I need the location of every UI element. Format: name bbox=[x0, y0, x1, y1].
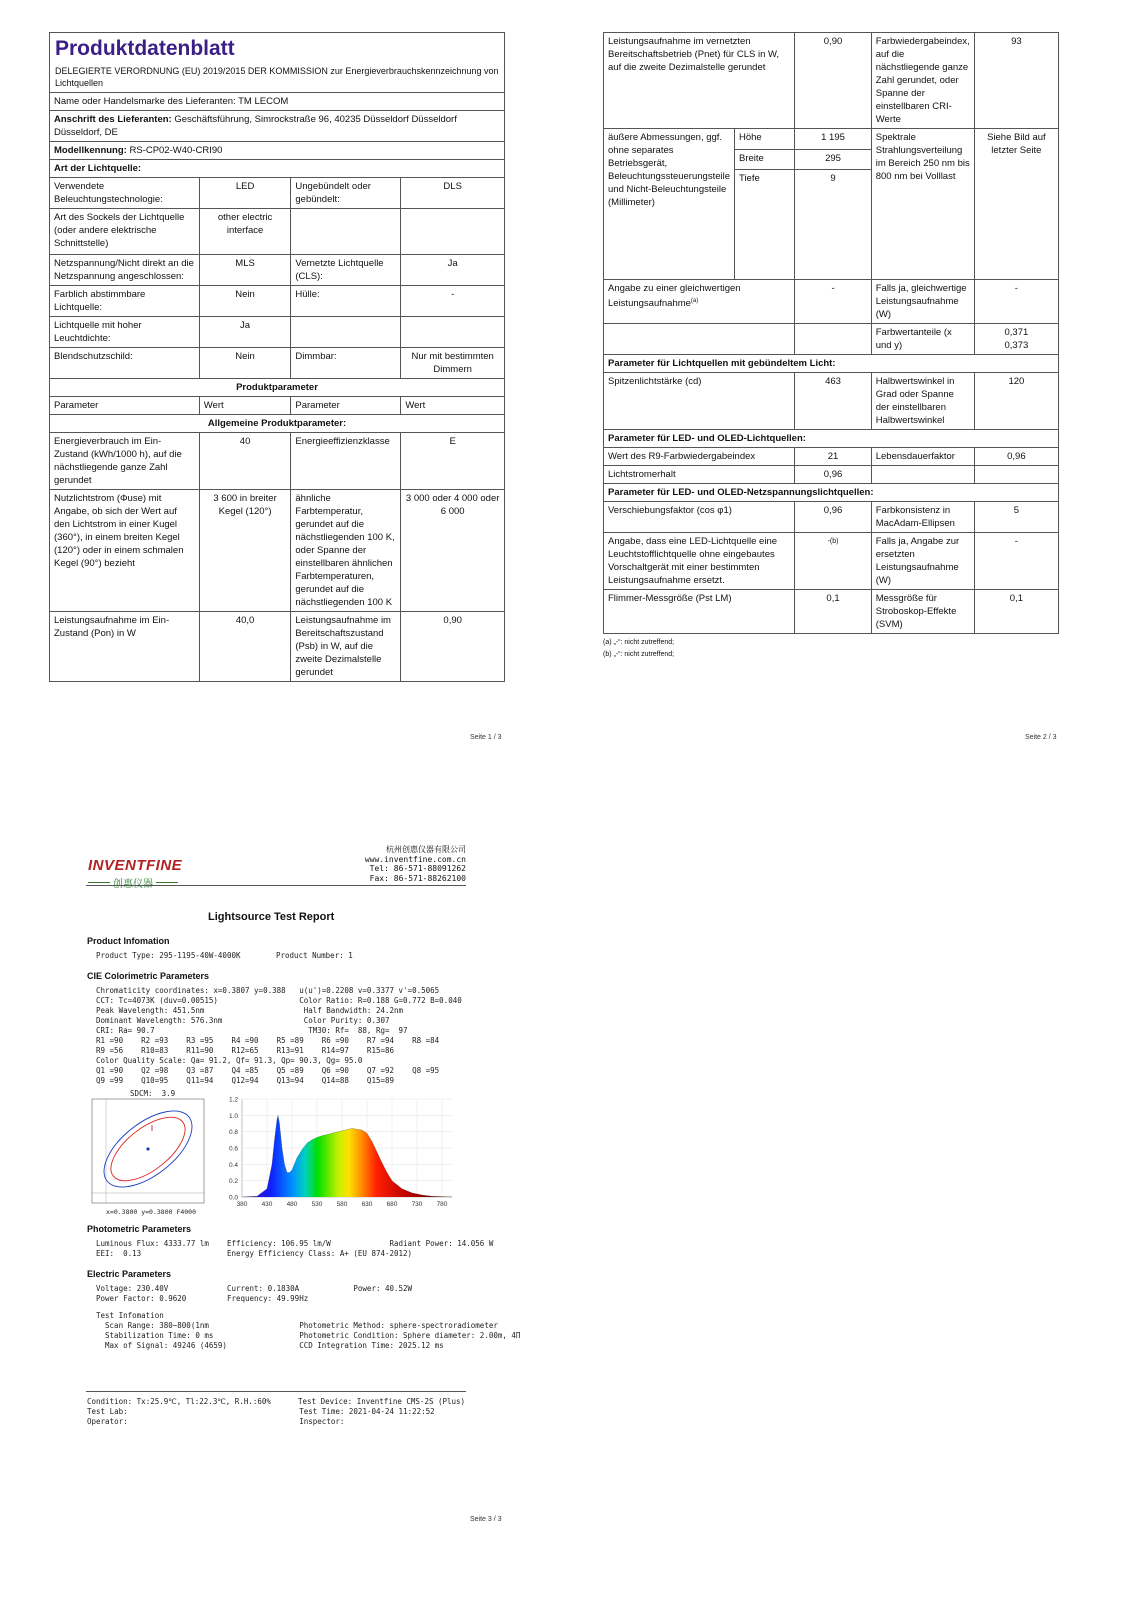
y-tick-label: 0.2 bbox=[228, 1178, 238, 1186]
table-row: Lichtstromerhalt 0,96 bbox=[604, 466, 1059, 484]
company-contact: 杭州创惠仪器有限公司 www.inventfine.com.cn Tel: 86-571-88091262 Fax: 86-571-88262100 bbox=[364, 845, 466, 883]
table-row: Spitzenlichtstärke (cd) 463 Halbwertswinkel in Grad oder Spanne der einstellbaren Halbwertswinkel 120 bbox=[604, 373, 1059, 430]
y-tick-label: 0.4 bbox=[228, 1161, 238, 1169]
table-row: Angabe zu einer gleichwertigen Leistungsaufnahme$^{(a)}$ - Falls ja, gleichwertige Leistungsaufnahme (W) - bbox=[604, 280, 1059, 324]
table-row: Farbwertanteile (x und y) 0,371 0,373 bbox=[604, 324, 1059, 355]
x-tick-label: 680 bbox=[386, 1201, 398, 1208]
report-title: Lightsource Test Report bbox=[208, 911, 335, 923]
general-heading: Allgemeine Produktparameter: bbox=[50, 415, 505, 433]
spectrum-chart bbox=[216, 1093, 461, 1215]
product-params-heading: Produktparameter bbox=[50, 379, 505, 397]
table-row: Angabe, dass eine LED-Lichtquelle eine Leuchtstofflichtquelle ohne eingebautes Vorschaltgerät mit einer bestimmten Leistungsaufnahme ersetzt. -(b) Falls ja, Angabe zur ersetzten Leistungsaufnahme (W) - bbox=[604, 533, 1059, 590]
spectrum-svg bbox=[216, 1093, 461, 1215]
table-row: Flimmer-Messgröße (Pst LM) 0,1 Messgröße für Stroboskop-Effekte (SVM) 0,1 bbox=[604, 590, 1059, 634]
table-row: Farblich abstimmbare Lichtquelle: Nein Hülle: - bbox=[50, 286, 505, 317]
table-row: Nutzlichtstrom (Φuse) mit Angabe, ob sich der Wert auf den Lichtstrom in einer Kugel (360°), in einem breiten Kegel (120°) oder in einem schmalen Kegel (90°) bezieht 3 600 in breiter Kegel (120°) ähnliche Farbtemperatur, gerundet auf die nächstliegenden 100 K, oder Spanne der einstellbaren ähnlichen Farbtemperaturen, gerundet auf die nächstliegenden 100 K 3 000 oder 4 000 oder 6 000 bbox=[50, 490, 505, 612]
table-row: Wert des R9-Farbwiedergabeindex 21 Lebensdauerfaktor 0,96 bbox=[604, 448, 1059, 466]
table-row: Leistungsaufnahme im vernetzten Bereitschaftsbetrieb (Pnet) für CLS in W, auf die zweite Dezimalstelle gerundet 0,90 Farbwiedergabeindex, auf die nächstliegende ganze Zahl gerundet, oder Spanne der einstellbaren CRI-Werte 93 bbox=[604, 33, 1059, 129]
page-number: Seite 3 / 3 bbox=[470, 1516, 502, 1523]
table-row: Verschiebungsfaktor (cos φ1) 0,96 Farbkonsistenz in MacAdam-Ellipsen 5 bbox=[604, 502, 1059, 533]
table-row: Art des Sockels der Lichtquelle (oder andere elektrische Schnittstelle) other electric interface bbox=[50, 209, 505, 255]
table-row: äußere Abmessungen, ggf. ohne separates Betriebsgerät, Beleuchtungssteuerungsteile und Nicht-Beleuchtungsteile (Millimeter) Höhe 1 195 Spektrale Strahlungsverteilung im Bereich 250 nm bis 800 nm bei Volllast Siehe Bild auf letzter Seite bbox=[604, 129, 1059, 150]
page-3: INVENTFINE 杭州创惠仪器有限公司 www.inventfine.com.cn Tel: 86-571-88091262 Fax: 86-571-88262100 Lightsource Test Report Product Infomation Product Type: 295-1195-40W-4000K Product Number: 1 CIE Colorimetric Parameters Chromaticity coordinates: x=0.3807 y=0.388 u(u')=0.2208 v=0.3377 v'=0.5065 CCT: Tc=4073K (duv=0.00515) Color Ratio: R=0.188 G=0.772 B=0.040 Peak Wavelength: 451.5nm Half Bandwidth: 24.2nm Dominant Wavelength: 576.3nm Color Purity: 0.307 CRI: Ra= 90.7 TM30: Rf= 88, Rg= 97 R1 =90 R2 =93 R3 =95 R4 =90 R5 =89 R6 =90 R7 =94 R8 =84 R9 =56 R10=83 R11=90 R12=65 R13=91 R14=97 R15=86 Color Quality Scale: Qa= 91.2, Qf= 91.3, Qp= 90.3, Qg= 95.0 Q1 =90 Q2 =98 Q3 =87 Q4 =85 Q5 =89 Q6 =90 Q7 =92 Q8 =95 Q9 =99 Q10=95 Q11=94 Q12=94 Q13=94 Q14=88 Q15=89 SDCM: 3.9 x=0.3800 y=0.3800 F4000 0.0 0.2 0.4 0.6 0.8 1.0 1.2 380 430 480 530 580 630 680 730 780 Photometric Parameters Luminous Flux: 4333.77 lm Efficiency: 106.95 lm/W Radiant Power: 14.056 W EEI: 0.13 Energy Efficiency Class: A+ (EU 874-2012) Electric Parameters Voltage: 230.40V Current: 0.1830A Power: 40.52W Power Factor: 0.9620 Frequency: 49.99Hz Test Infomation Scan Range: 380~800(1nm Photometric Method: sphere-spectroradiometer Stabilization Time: 0 ms Photometric Condition: Sphere diameter: 2.00m, 4Π Max of Signal: 49246 (4659) CCD Integration Time: 2025.12 ms Condition: Tx:25.9℃, Tl:22.3℃, R.H.:60% Test Device: Inventfine CMS-2S (Plus) Test Lab: Test Time: 2021-04-24 11:22:52 Operator: Inspector: bbox=[87, 845, 521, 1426]
page-number: Seite 1 / 3 bbox=[470, 734, 502, 741]
x-tick-label: 530 bbox=[311, 1201, 323, 1208]
y-tick-label: 1.0 bbox=[228, 1112, 238, 1120]
page-title: Produktdatenblatt bbox=[55, 37, 235, 60]
ellipse-svg bbox=[88, 1097, 208, 1205]
footnote-b: (b) „-“: nicht zutreffend; bbox=[603, 651, 675, 658]
inventfine-logo: INVENTFINE bbox=[88, 857, 182, 890]
y-tick-label: 0.6 bbox=[228, 1145, 238, 1153]
spectrum-area bbox=[242, 1115, 452, 1197]
page-2 bbox=[603, 32, 1059, 658]
supplier-value: TM LECOM bbox=[238, 96, 289, 107]
model-value: RS-CP02-W40-CRI90 bbox=[129, 145, 223, 156]
page-1 bbox=[49, 32, 505, 682]
table-row: Energieverbrauch im Ein-Zustand (kWh/1000 h), auf die nächstliegende ganze Zahl gerundet 40 Energieeffizienzklasse E bbox=[50, 433, 505, 490]
x-tick-label: 730 bbox=[411, 1201, 423, 1208]
dims-label: äußere Abmessungen, ggf. ohne separates Betriebsgerät, Beleuchtungssteuerungsteile und Nicht-Beleuchtungsteile (Millimeter) bbox=[604, 129, 735, 280]
y-tick-label: 1.2 bbox=[228, 1096, 238, 1104]
x-tick-label: 580 bbox=[336, 1201, 348, 1208]
x-tick-label: 430 bbox=[261, 1201, 273, 1208]
x-tick-label: 380 bbox=[236, 1201, 248, 1208]
y-tick-label: 0.0 bbox=[228, 1194, 238, 1202]
table-row: Netzspannung/Nicht direkt an die Netzspannung angeschlossen: MLS Vernetzte Lichtquelle (CLS): Ja bbox=[50, 255, 505, 286]
x-tick-label: 630 bbox=[361, 1201, 373, 1208]
cie-ellipse-plot: SDCM: 3.9 x=0.3800 y=0.3800 F4000 bbox=[88, 1089, 208, 1217]
address-value: Geschäftsführung, Simrockstraße 96, 40235 Düsseldorf Düsseldorf Düsseldorf, DE bbox=[54, 114, 457, 138]
table-row: Leistungsaufnahme im Ein-Zustand (Pon) in W 40,0 Leistungsaufnahme im Bereitschaftszustand (Psb) in W, auf die zweite Dezimalstelle gerundet 0,90 bbox=[50, 612, 505, 682]
footnote-a: (a) „-“: nicht zutreffend; bbox=[603, 639, 675, 646]
table-row: Verwendete Beleuchtungstechnologie: LED Ungebündelt oder gebündelt: DLS bbox=[50, 178, 505, 209]
page2-table: Leistungsaufnahme im vernetzten Bereitschaftsbetrieb (Pnet) für CLS in W, auf die zweite Dezimalstelle gerundet 0,90 Farbwiedergabeindex, auf die nächstliegende ganze Zahl gerundet, oder Spanne der einstellbaren CRI-Werte 93 äußere Abmessungen, ggf. ohne separates Betriebsgerät, Beleuchtungssteuerungsteile und Nicht-Beleuchtungsteile (Millimeter) Höhe 1 195 Spektrale Strahlungsverteilung im Bereich 250 nm bis 800 nm bei Volllast Siehe Bild auf letzter Seite Breite 295 Tiefe 9 Angabe zu einer gleichwertigen Leistungsaufnahme$^{(a)}$ - Falls ja, gleichwertige Leistungsaufnahme (W) - Farbwertanteile (x und y) 0,371 0,373 Parameter für Lichtquellen mit gebündeltem Licht: Spitzenlichtstärke (cd) 463 Halbwertswinkel in Grad oder Spanne der einstellbaren Halbwertswinkel 120 Parameter für LED- und OLED-Lichtquellen: Wert des R9-Farbwiedergabeindex 21 Lebensdauerfaktor 0,96 Lichtstromerhalt 0,96 Parameter für LED- und OLED-Netzspannungslichtquellen: Verschiebungsfaktor (cos φ1) 0,96 Farbkonsistenz in MacAdam-Ellipsen 5 Angabe, dass eine LED-Lichtquelle eine Leuchtstofflichtquelle ohne eingebautes Vorschaltgerät mit einer bestimmten Leistungsaufnahme ersetzt. -(b) Falls ja, Angabe zur ersetzten Leistungsaufnahme (W) - Flimmer-Messgröße (Pst LM) 0,1 Messgröße für Stroboskop-Effekte (SVM) 0,1 bbox=[603, 32, 1059, 634]
table-row: Lichtquelle mit hoher Leuchtdichte: Ja bbox=[50, 317, 505, 348]
address-label: Anschrift des Lieferanten: bbox=[54, 114, 172, 125]
supplier-label: Name oder Handelsmarke des Lieferanten: bbox=[54, 96, 236, 107]
regulation-text: DELEGIERTE VERORDNUNG (EU) 2019/2015 DER KOMMISSION zur Energieverbrauchskennzeichnung von Lichtquellen bbox=[55, 66, 499, 88]
cie-params: Chromaticity coordinates: x=0.3807 y=0.388 u(u')=0.2208 v=0.3377 v'=0.5065 CCT: Tc=4073K (duv=0.00515) Color Ratio: R=0.188 G=0.772 B=0.040 Peak Wavelength: 451.5nm Half Bandwidth: 24.2nm Dominant Wavelength: 576.3nm Color Purity: 0.307 CRI: Ra= 90.7 TM30: Rf= 88, Rg= 97 R1 =90 R2 =93 R3 =95 R4 =90 R5 =89 R6 =90 R7 =94 R8 =84 R9 =56 R10=83 R11=90 R12=65 R13=91 R14=97 R15=86 Color Quality Scale: Qa= 91.2, Qf= 91.3, Qp= 90.3, Qg= 95.0 Q1 =90 Q2 =98 Q3 =87 Q4 =85 Q5 =89 Q6 =90 Q7 =92 Q8 =95 Q9 =99 Q10=95 Q11=94 Q12=94 Q13=94 Q14=88 Q15=89 bbox=[96, 986, 462, 1085]
page-number: Seite 2 / 3 bbox=[1025, 734, 1057, 741]
x-tick-label: 780 bbox=[436, 1201, 448, 1208]
table-row: Blendschutzschild: Nein Dimmbar: Nur mit bestimmten Dimmern bbox=[50, 348, 505, 379]
x-tick-label: 480 bbox=[286, 1201, 298, 1208]
model-label: Modellkennung: bbox=[54, 145, 127, 156]
chromaticity-point bbox=[146, 1147, 149, 1150]
y-tick-label: 0.8 bbox=[228, 1129, 238, 1137]
type-heading: Art der Lichtquelle: bbox=[50, 160, 505, 178]
page1-table: Produktdatenblatt DELEGIERTE VERORDNUNG (EU) 2019/2015 DER KOMMISSION zur Energieverbrauchskennzeichnung von Lichtquellen Name oder Handelsmarke des Lieferanten: TM LECOM Anschrift des Lieferanten: Geschäftsführung, Simrockstraße 96, 40235 Düsseldorf Düsseldorf Düsseldorf, DE Modellkennung: RS-CP02-W40-CRI90 Art der Lichtquelle: Verwendete Beleuchtungstechnologie: LED Ungebündelt oder gebündelt: DLS Art des Sockels der Lichtquelle (oder andere elektrische Schnittstelle) other electric interface Netzspannung/Nicht direkt an die Netzspannung angeschlossen: MLS Vernetzte Lichtquelle (CLS): Ja Farblich abstimmbare Lichtquelle: Nein Hülle: - Lichtquelle mit hoher Leuchtdichte: Ja Blendschutzschild: Nein Dimmbar: Nur mit bestimmten Dimmern Produktparameter Parameter Wert Parameter Wert Allgemeine Produktparameter: Energieverbrauch im Ein-Zustand (kWh/1000 h), auf die nächstliegende ganze Zahl gerundet 40 Energieeffizienzklasse E Nutzlichtstrom (Φuse) mit Angabe, ob sich der Wert auf den Lichtstrom in einer Kugel (360°), in einem breiten Kegel (120°) oder in einem schmalen Kegel (90°) bezieht 3 600 in breiter Kegel (120°) ähnliche Farbtemperatur, gerundet auf die nächstliegenden 100 K, oder Spanne der einstellbaren ähnlichen Farbtemperaturen, gerundet auf die nächstliegenden 100 K 3 000 oder 4 000 oder 6 000 Leistungsaufnahme im Ein-Zustand (Pon) in W 40,0 Leistungsaufnahme im Bereitschaftszustand (Psb) in W, auf die zweite Dezimalstelle gerundet 0,90 bbox=[49, 32, 505, 682]
